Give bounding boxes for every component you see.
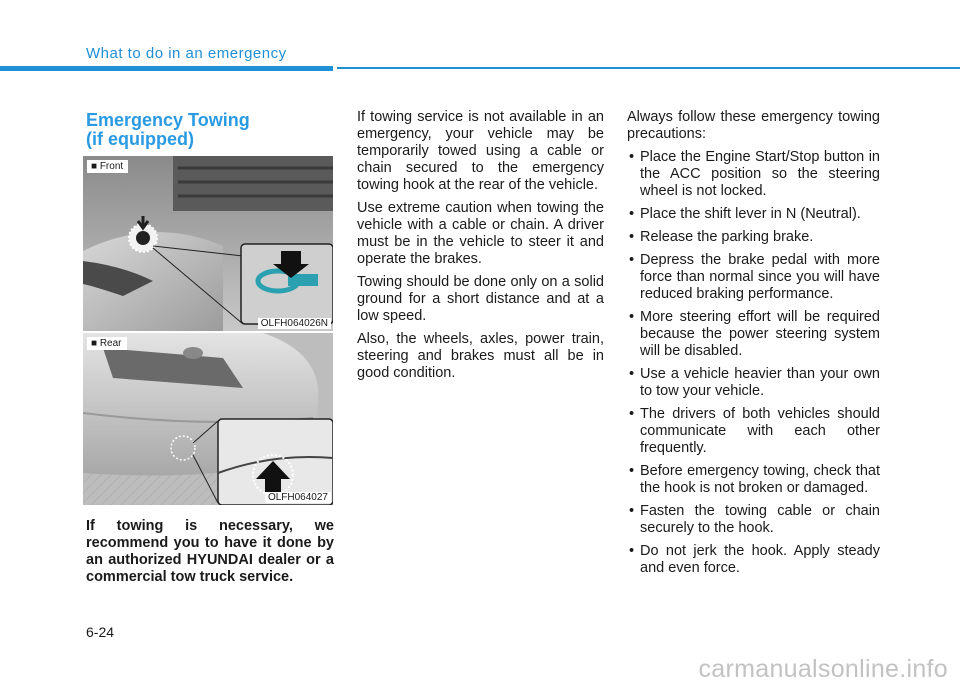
list-item	[627, 229, 880, 246]
front-tow-hook-photo	[83, 156, 333, 331]
towing-paragraph: Towing should be done only on a solid ground for a short distance and at a low speed.	[357, 274, 604, 324]
bullet-icon: •	[629, 463, 635, 479]
towing-paragraph: Also, the wheels, axles, power train, steering and brakes must all be in good condition.	[357, 331, 604, 381]
list-item	[627, 366, 880, 400]
watermark-link[interactable]: carmanualsonline.info	[698, 655, 948, 683]
list-item-text: Use a vehicle heavier than your own to tow your vehicle.	[640, 366, 880, 399]
rear-photo-tag: ■ Rear	[87, 337, 127, 350]
list-item-text: Place the shift lever in N (Neutral).	[640, 206, 861, 222]
bullet-icon: •	[629, 252, 635, 268]
towing-paragraph: If towing service is not available in an emergency, your vehicle may be temporarily towed using a cable or chain secured to the emergency towing hook at the rear of the vehicle.	[357, 109, 604, 193]
list-item	[627, 149, 880, 200]
front-photo-code: OLFH064026N	[258, 318, 331, 329]
list-item-text: More steering effort will be required because the power steering system will be disabled.	[640, 309, 880, 359]
list-item-text: Fasten the towing cable or chain securely to the hook.	[640, 503, 880, 536]
dealer-recommendation-note: If towing is necessary, we recommend you to have it done by an authorized HYUNDAI dealer or a commercial tow truck service.	[86, 518, 334, 585]
rear-photo-code: OLFH064027	[265, 492, 331, 503]
list-item	[627, 406, 880, 457]
precautions-list	[627, 149, 880, 577]
list-item-text: Place the Engine Start/Stop button in the ACC position so the steering wheel is not locked.	[640, 149, 880, 199]
list-item	[627, 463, 880, 497]
bullet-icon: •	[629, 229, 635, 245]
list-item	[627, 503, 880, 537]
list-item	[627, 206, 880, 223]
header-bar-thick	[0, 66, 333, 71]
precautions-intro: Always follow these emergency towing precautions:	[627, 109, 880, 142]
section-heading	[86, 111, 336, 149]
section-heading-line1: Emergency Towing	[86, 110, 250, 130]
list-item-text: Release the parking brake.	[640, 229, 814, 245]
bullet-icon: •	[629, 406, 635, 422]
list-item	[627, 543, 880, 577]
list-item-text: Before emergency towing, check that the hook is not broken or damaged.	[640, 463, 880, 496]
list-item-text: The drivers of both vehicles should communicate with each other frequently.	[640, 406, 880, 456]
bullet-icon: •	[629, 366, 635, 382]
bullet-icon: •	[629, 149, 635, 165]
bullet-icon: •	[629, 309, 635, 325]
towing-info-column	[357, 109, 604, 388]
page-number: 6-24	[86, 624, 115, 640]
list-item-text: Do not jerk the hook. Apply steady and even force.	[640, 543, 880, 576]
bullet-icon: •	[629, 503, 635, 519]
list-item	[627, 252, 880, 303]
section-heading-line2: (if equipped)	[86, 129, 194, 149]
list-item-text: Depress the brake pedal with more force than normal since you will have reduced braking performance.	[640, 252, 880, 302]
bullet-icon: •	[629, 543, 635, 559]
towing-paragraph: Use extreme caution when towing the vehicle with a cable or chain. A driver must be in the vehicle to steer it and operate the brakes.	[357, 200, 604, 267]
rear-tow-hook-photo	[83, 333, 333, 505]
header-bar-thin	[337, 67, 960, 69]
list-item	[627, 309, 880, 360]
front-photo-tag: ■ Front	[87, 160, 128, 173]
towing-precautions-column	[627, 109, 880, 583]
bullet-icon: •	[629, 206, 635, 222]
section-header-title: What to do in an emergency	[86, 45, 287, 62]
